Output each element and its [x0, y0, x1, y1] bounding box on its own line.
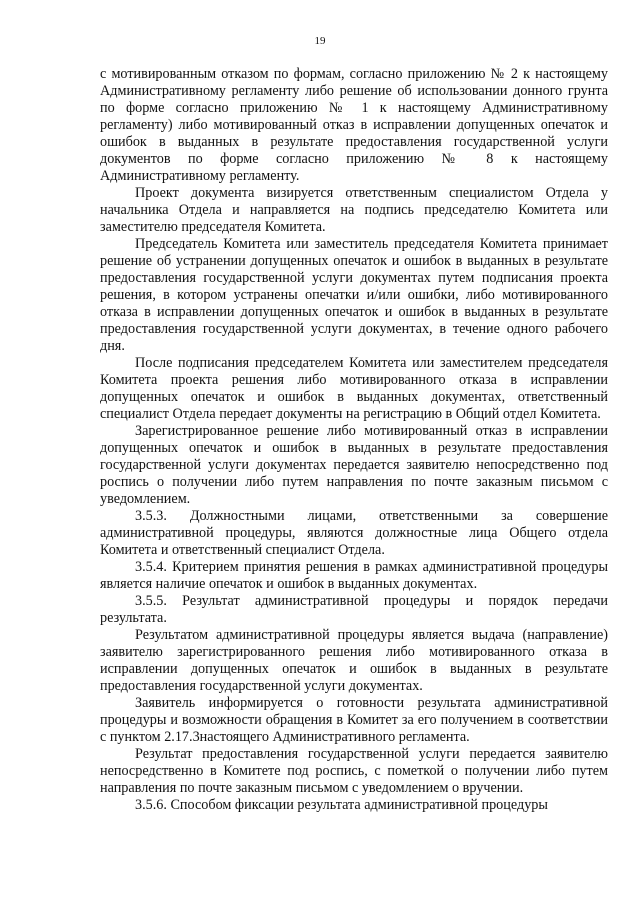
- paragraph: После подписания председателем Комитета или заместителем председателя Комитета проекта решения либо мотивированного отказа в исправлении допущенных опечаток и ошибок в выданных документах, ответственный специалист Отдела передает документы на регистрацию в Общий отдел Комитета.: [100, 355, 608, 422]
- paragraph: Результатом административной процедуры является выдача (направление) заявителю зарегистрированного решения либо мотивированного отказа в исправлении допущенных опечаток и ошибок в выданных в результате предоставления государственной услуги документах.: [100, 627, 608, 694]
- section-paragraph: 3.5.6. Способом фиксации результата административной процедуры: [135, 797, 548, 813]
- paragraph: Зарегистрированное решение либо мотивированный отказ в исправлении допущенных опечаток и ошибок в выданных в результате предоставления государственной услуги документах передается заявителю непосредственно под роспись о получении либо путем направления по почте заказным письмом с уведомлением.: [100, 423, 608, 507]
- paragraph: Председатель Комитета или заместитель председателя Комитета принимает решение об устранении допущенных опечаток и ошибок в выданных в результате предоставления государственной услуги документах путем подписания проекта решения, в котором устранены опечатки и/или ошибки, либо мотивированного отказа в исправлении допущенных опечаток и ошибок в выданных в результате предоставления государственной услуги документах, в течение одного рабочего дня.: [100, 236, 608, 354]
- paragraph: Проект документа визируется ответственным специалистом Отдела у начальника Отдела и направляется на подпись председателю Комитета или заместителю председателя Комитета.: [100, 185, 608, 235]
- paragraph: Результат предоставления государственной услуги передается заявителю непосредственно в Комитете под роспись, с пометкой о получении либо путем направления по почте заказным письмом с уведомлением о вручении.: [100, 746, 608, 796]
- section-paragraph: 3.5.4. Критерием принятия решения в рамках административной процедуры является наличие опечаток и ошибок в выданных документах.: [100, 559, 608, 592]
- section-paragraph: 3.5.5. Результат административной процедуры и порядок передачи результата.: [100, 593, 608, 626]
- section-paragraph: 3.5.3. Должностными лицами, ответственными за совершение административной процедуры, являются должностные лица Общего отдела Комитета и ответственный специалист Отдела.: [100, 508, 608, 558]
- document-body: [100, 66, 608, 814]
- paragraph: с мотивированным отказом по формам, согласно приложению № 2 к настоящему Административному регламенту либо решение об использовании донного грунта по форме согласно приложению № 1 к настоящему Административному регламенту) либо мотивированный отказ в исправлении допущенных опечаток и ошибок в выданных в результате предоставления государственной услуги документов по форме согласно приложению № 8 к настоящему Административному регламенту.: [100, 66, 608, 184]
- paragraph: Заявитель информируется о готовности результата административной процедуры и возможности обращения в Комитет за его получением в соответствии с пунктом 2.17.3настоящего Административного регламента.: [100, 695, 608, 745]
- page-number: 19: [314, 35, 326, 47]
